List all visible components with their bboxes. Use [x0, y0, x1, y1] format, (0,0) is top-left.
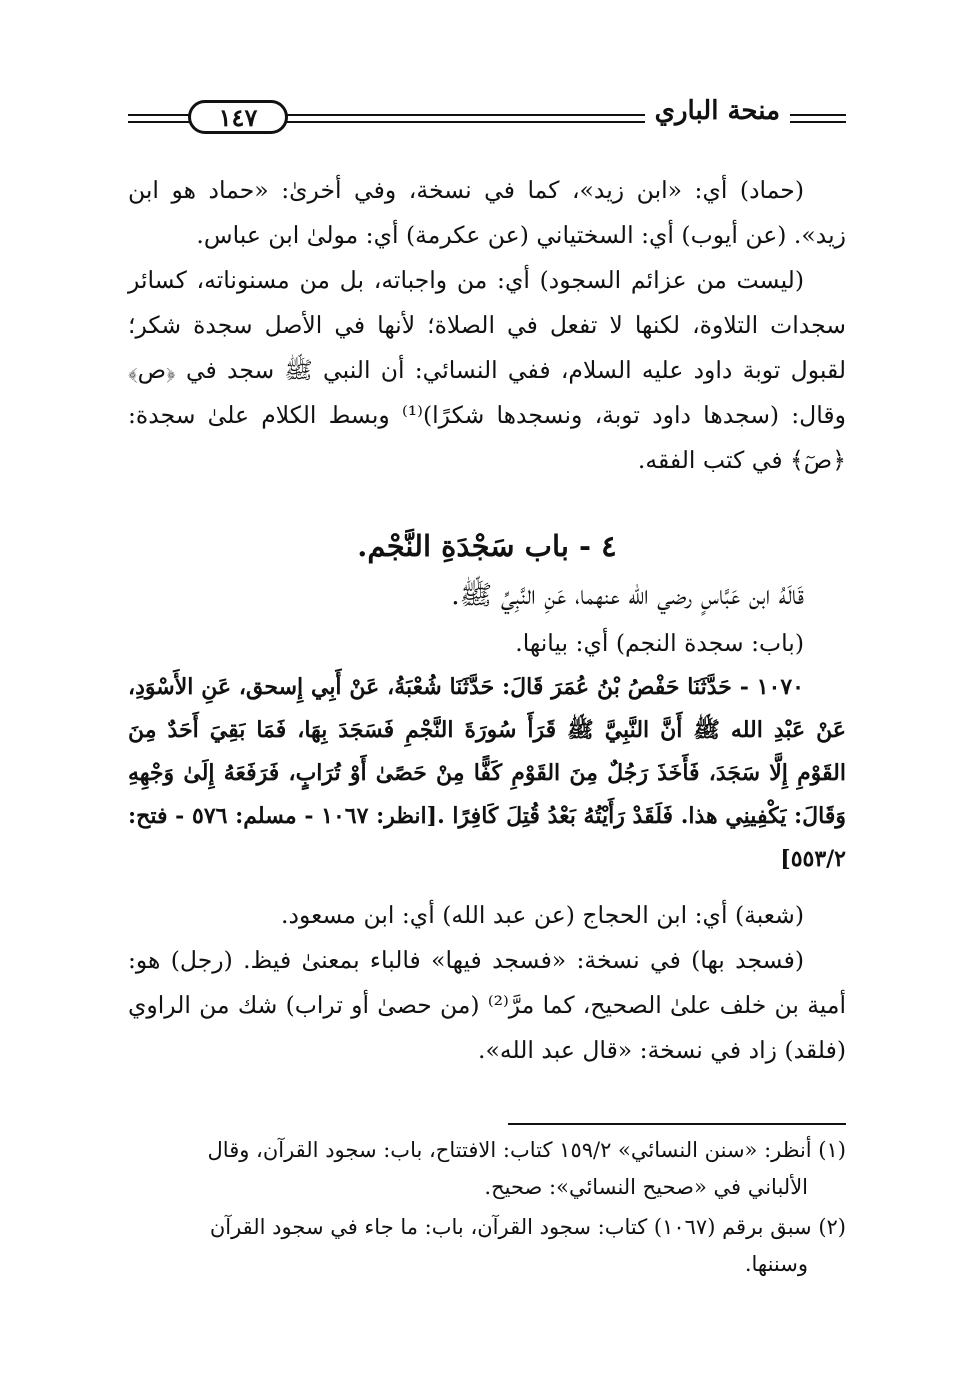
footnote-2-line-1: (٢) سبق برقم (١٠٦٧) كتاب: سجود القرآن، باب: ما جاء في سجود القرآن: [209, 1215, 846, 1239]
book-title: منحة الباري: [645, 96, 790, 126]
spacer: [128, 881, 846, 893]
paragraph-sujud-sad: (ليست من عزائم السجود) أي: من واجباته، بل من مسنوناته، كسائر سجدات التلاوة، لكنها لا تفعل في الصلاة؛ لأنها في الأصل سجدة شكر؛ لقبول توبة داود عليه السلام، ففي النسائي: أن النبي ﷺ سجد في ﴿ص﴾ وقال: (سجدها داود توبة، ونسجدها شكرًا)⁽¹⁾ وبسط الكلام علىٰ سجدة: ﴿صٓ﴾ في كتب الفقه.: [128, 266, 846, 474]
chapter-heading: ٤ - باب سَجْدَةِ النَّجْم.: [357, 529, 617, 563]
chapter-explanation: (باب: سجدة النجم) أي: بيانها.: [515, 629, 804, 657]
paragraph-fasajada: (فسجد بها) في نسخة: «فسجد فيها» فالباء بمعنىٰ فيظ. (رجل) هو: أمية بن خلف علىٰ الصحيح، كما مرَّ⁽²⁾ (من حصىٰ أو تراب) شك من الراوي (فلقد) زاد في نسخة: «قال عبد الله».: [128, 946, 846, 1064]
hadith-text: ١٠٧٠ - حَدَّثَنَا حَفْصُ بْنُ عُمَرَ قَالَ: حَدَّثَنَا شُعْبَةُ، عَنْ أَبِي إِسحق، عَنِ الأَسْوَدِ، عَنْ عَبْدِ الله ﷺ أَنَّ النَّبِيَّ ﷺ قَرَأَ سُورَةَ النَّجْمِ فَسَجَدَ بِهَا، فَمَا بَقِيَ أَحَدٌ مِنَ القَوْمِ إِلَّا سَجَدَ، فَأَخَذَ رَجُلٌ مِنَ القَوْمِ كَفًّا مِنْ حَصًىٰ أَوْ تُرَابٍ، فَرَفَعَهُ إِلَىٰ وَجْهِهِ وَقَالَ: يَكْفِينِي هذا. فَلَقَدْ رَأَيْتُهُ بَعْدُ قُتِلَ كَافِرًا .[انظر: ١٠٦٧ - مسلم: ٥٧٦ - فتح: ٥٥٣/٢]: [128, 674, 846, 872]
footnote-2: [128, 1209, 846, 1283]
footnote-1-line-2: الألباني في «صحيح النسائي»: صحيح.: [484, 1175, 808, 1199]
footnotes: [128, 1132, 846, 1286]
footnote-1-line-1: (١) أنظر: «سنن النسائي» ١٥٩/٢ كتاب: الافتتاح، باب: سجود القرآن، وقال: [207, 1138, 846, 1162]
footnote-separator: [508, 1123, 846, 1125]
chapter-subtitle: قَالَهُ ابن عَبَّاسٍ رضي الله عنهما، عَنِ النَّبِيِّ ﷺ.: [451, 580, 804, 611]
footnote-2-line-2: وسننها.: [744, 1252, 808, 1276]
paragraph-shuba: (شعبة) أي: ابن الحجاج (عن عبد الله) أي: ابن مسعود.: [281, 901, 804, 929]
page-header: [128, 94, 846, 140]
footnote-1: [128, 1132, 846, 1206]
paragraph-hammad: (حماد) أي: «ابن زيد»، كما في نسخة، وفي أخرىٰ: «حماد هو ابن زيد». (عن أيوب) أي: السختياني (عن عكرمة) أي: مولىٰ ابن عباس.: [128, 176, 846, 249]
main-text: [128, 168, 846, 1073]
page-number: ١٤٧: [188, 100, 288, 134]
